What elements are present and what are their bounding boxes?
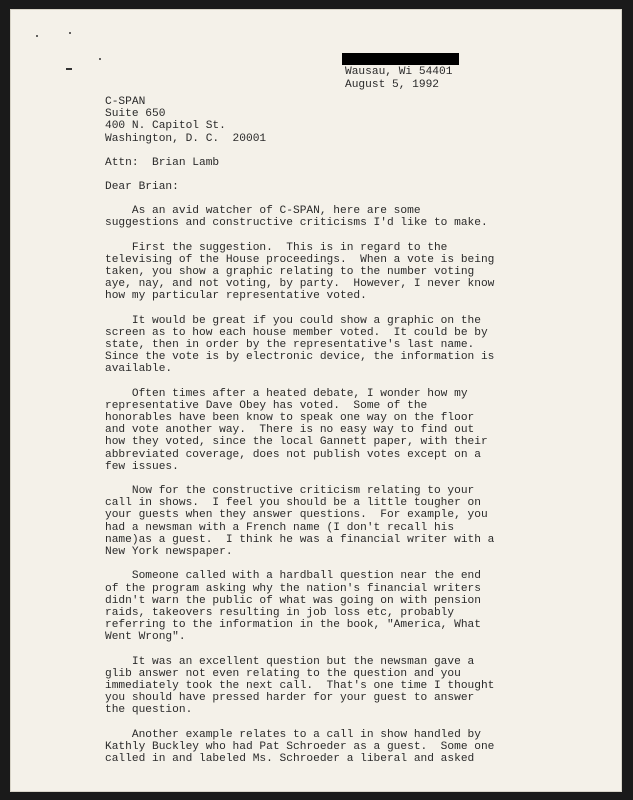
paragraph-line: televising of the House proceedings. When a vote is being (105, 253, 495, 266)
paragraph-line: honorables have been know to speak one way on the floor (105, 412, 475, 425)
paragraph-line: how they voted, since the local Gannett paper, with their (105, 436, 488, 449)
paragraph-line: Went Wrong". (105, 631, 186, 644)
paragraph-line: Often times after a heated debate, I wonder how my (105, 387, 468, 400)
paragraph-line: call in shows. I feel you should be a little tougher on (105, 497, 481, 510)
paragraph (105, 205, 545, 229)
paragraph (105, 315, 545, 376)
dateline (345, 66, 452, 91)
paragraph-line: immediately took the next call. That's one time I thought (105, 679, 495, 692)
paragraph-line: didn't warn the public of what was going on with pension (105, 594, 481, 607)
recipient-address (105, 96, 545, 145)
paragraph-line: your guests when they answer questions. For example, you (105, 509, 488, 522)
paragraph-line: name)as a guest. I think he was a financial writer with a (105, 533, 495, 546)
paragraph-line: Kathly Buckley who had Pat Schroeder as a guest. Some one (105, 740, 495, 753)
paragraph-line: available. (105, 363, 173, 376)
speck-mark (99, 58, 101, 60)
paragraph-line: raids, takeovers resulting in job loss etc, probably (105, 606, 455, 619)
paragraph-line: Now for the constructive criticism relating to your (105, 485, 475, 498)
letter-body (105, 96, 545, 765)
paragraph (105, 388, 545, 473)
address-line: C-SPAN (105, 96, 146, 108)
paragraph-line: Someone called with a hardball question near the end (105, 570, 481, 583)
paragraph-line: aye, nay, and not voting, by party. However, I never know (105, 278, 495, 291)
attention-line: Attn: Brian Lamb (105, 156, 220, 169)
paragraph-line: few issues. (105, 460, 179, 473)
speck-mark (69, 32, 71, 34)
dateline-city: Wausau, Wi 54401 (345, 66, 453, 78)
address-line: Washington, D. C. 20001 (105, 132, 267, 145)
paragraph-line: abbreviated coverage, does not publish votes except on a (105, 448, 481, 461)
redaction-bar (342, 53, 459, 65)
paragraph-line: It was an excellent question but the newsman gave a (105, 655, 475, 668)
paragraph-line: suggestions and constructive criticisms I'd like to make. (105, 217, 488, 230)
dash-mark (66, 68, 72, 70)
letter-page (10, 9, 622, 792)
paragraph-line: New York newspaper. (105, 546, 233, 559)
salutation: Dear Brian: (105, 181, 179, 194)
address-line: 400 N. Capitol St. (105, 120, 226, 133)
paragraph-line: It would be great if you could show a graphic on the (105, 314, 481, 327)
paragraph-line: As an avid watcher of C-SPAN, here are some (105, 205, 421, 218)
paragraph-line: called in and labeled Ms. Schroeder a liberal and asked (105, 752, 475, 765)
paragraph-line: glib answer not even relating to the question and you (105, 667, 461, 680)
paragraph-line: the question. (105, 704, 193, 717)
paragraph-line: screen as to how each house member voted. It could be by (105, 326, 488, 339)
paragraph (105, 656, 545, 717)
paragraph-line: of the program asking why the nation's financial writers (105, 582, 481, 595)
address-line: Suite 650 (105, 108, 166, 121)
paragraph-line: Since the vote is by electronic device, the information is (105, 351, 495, 364)
paragraph-line: how my particular representative voted. (105, 290, 367, 303)
paragraph-line: you should have pressed harder for your guest to answer (105, 692, 475, 705)
paragraph (105, 729, 545, 766)
paragraph (105, 485, 545, 558)
paragraph-line: taken, you show a graphic relating to the number voting (105, 266, 475, 279)
paragraph-line: had a newsman with a French name (I don't recall his (105, 521, 455, 534)
dateline-date: August 5, 1992 (345, 78, 439, 91)
paragraph-line: Another example relates to a call in show handled by (105, 728, 481, 741)
paragraph (105, 242, 545, 303)
paragraph (105, 570, 545, 643)
paragraph-line: representative Dave Obey has voted. Some of the (105, 399, 428, 412)
paragraphs (105, 205, 545, 765)
paragraph-line: state, then in order by the representative's last name. (105, 339, 475, 352)
paragraph-line: referring to the information in the book, "America, What (105, 619, 481, 632)
speck-mark (36, 35, 38, 37)
paragraph-line: and vote another way. There is no easy way to find out (105, 424, 475, 437)
paragraph-line: First the suggestion. This is in regard to the (105, 241, 448, 254)
